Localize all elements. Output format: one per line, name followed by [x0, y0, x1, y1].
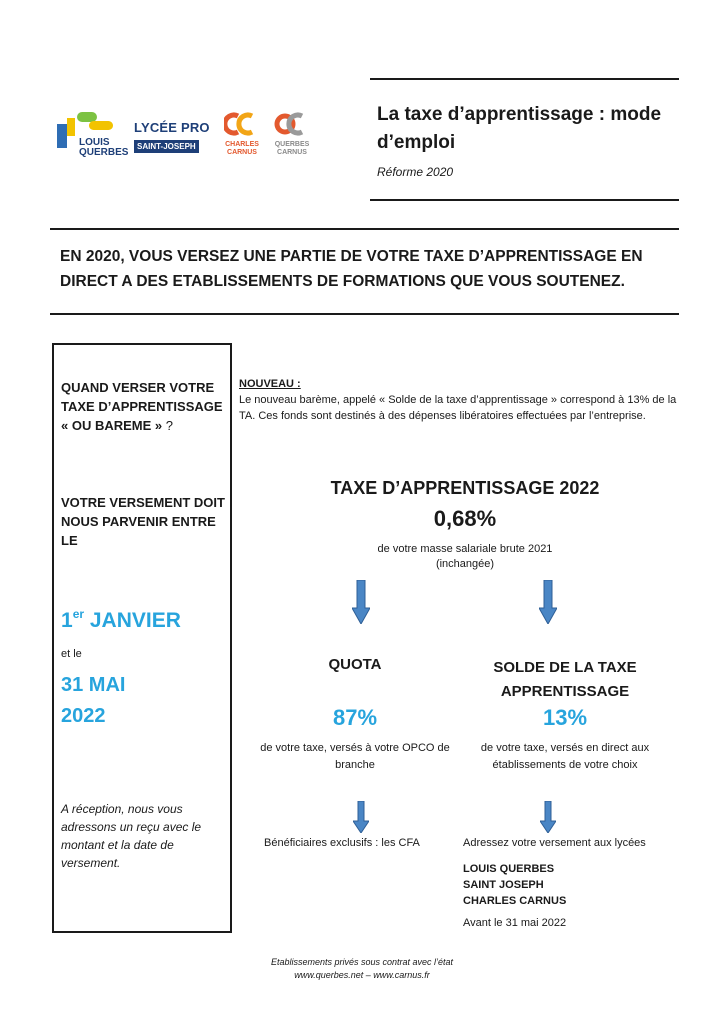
- taxe-rate: 0,68%: [433, 506, 497, 531]
- question-text: QUAND VERSER VOTRE TAXE D’APPRENTISSAGE « OU BAREME »: [61, 380, 223, 433]
- logo-lycee-pro-line2: SAINT-JOSEPH: [134, 140, 199, 153]
- headline: EN 2020, VOUS VERSEZ UNE PARTIE DE VOTRE TAXE D’APPRENTISSAGE EN DIRECT A DES ETABLISSEMENTS DE FORMATIONS QUE VOUS SOUTENEZ.: [60, 248, 643, 290]
- taxe-title: TAXE D’APPRENTISSAGE 2022: [330, 478, 600, 498]
- solde-label: SOLDE DE LA TAXE APPRENTISSAGE: [493, 659, 637, 700]
- down-arrow-icon: [353, 801, 369, 833]
- end-date: 31 MAI: [61, 674, 126, 696]
- logo-querbes-carnus-line2: CARNUS: [277, 149, 307, 156]
- solde-description: de votre taxe, versés en direct aux établissements de votre choix: [480, 742, 650, 771]
- lycee-item: LOUIS QUERBES: [463, 863, 555, 875]
- solde-percentage: 13%: [542, 705, 588, 730]
- down-arrow-icon: [352, 580, 370, 624]
- quota-description: de votre taxe, versés à votre OPCO de branche: [260, 742, 450, 771]
- headline-top-rule: [50, 228, 679, 230]
- down-arrow-icon: [540, 801, 556, 833]
- start-date-sup: er: [72, 607, 85, 621]
- logo-lycee-pro-line1: LYCÉE PRO: [134, 120, 210, 135]
- versement-text: VOTRE VERSEMENT DOIT NOUS PARVENIR ENTRE LE: [61, 495, 225, 548]
- taxe-desc-line1: de votre masse salariale brute 2021: [377, 543, 553, 555]
- logo-querbes-carnus: [270, 112, 314, 162]
- start-date: [61, 607, 181, 633]
- start-date-day: 1: [61, 609, 73, 632]
- logo-querbes-carnus-line1: QUERBES: [274, 141, 310, 148]
- adressez-text: Adressez votre versement aux lycées: [463, 837, 646, 849]
- headline-bottom-rule: [50, 313, 679, 315]
- deadline-text: Avant le 31 mai 2022: [463, 917, 567, 929]
- receipt-note: A réception, nous vous adressons un reçu avec le montant et la date de versement.: [61, 802, 202, 870]
- charles-carnus-mark-icon: [224, 112, 258, 136]
- lycee-item: CHARLES CARNUS: [463, 895, 567, 907]
- down-arrow-icon: [539, 580, 557, 624]
- page-title: La taxe d’apprentissage : mode d’emploi: [377, 104, 662, 153]
- logo-louis-querbes-line2: QUERBES: [79, 147, 129, 158]
- question-heading: [61, 378, 231, 435]
- end-year: 2022: [61, 705, 106, 727]
- lycee-item: SAINT JOSEPH: [463, 879, 544, 891]
- quota-percentage: 87%: [332, 705, 378, 730]
- title-bottom-rule: [370, 199, 679, 201]
- page-subtitle: Réforme 2020: [377, 165, 454, 179]
- quota-label: QUOTA: [328, 656, 382, 673]
- question-mark: ?: [162, 418, 173, 433]
- et-le-text: et le: [61, 648, 82, 660]
- taxe-description: [300, 542, 630, 572]
- lycees-list: [463, 861, 566, 909]
- logo-lycee-pro: [134, 120, 210, 156]
- nouveau-label: NOUVEAU :: [239, 378, 301, 390]
- footer-websites: www.querbes.net – www.carnus.fr: [294, 970, 430, 980]
- taxe-desc-line2: (inchangée): [435, 558, 495, 570]
- logo-charles-carnus: [220, 112, 264, 162]
- querbes-carnus-mark-icon: [274, 112, 308, 136]
- logo-louis-querbes: [57, 112, 127, 162]
- logo-louis-querbes-line1: LOUIS: [79, 137, 110, 148]
- title-top-rule: [370, 78, 679, 80]
- beneficiaires-text: Bénéficiaires exclusifs : les CFA: [264, 837, 420, 849]
- logo-charles-carnus-line2: CARNUS: [227, 149, 257, 156]
- start-date-month: JANVIER: [84, 609, 181, 632]
- footer-line1: Etablissements privés sous contrat avec l’état: [270, 957, 454, 967]
- footer: [200, 956, 524, 982]
- nouveau-text: Le nouveau barème, appelé « Solde de la taxe d’apprentissage » correspond à 13% de la TA. Ces fonds sont destinés à des dépenses libératoires effectuées par l’entreprise.: [239, 394, 677, 422]
- logo-charles-carnus-line1: CHARLES: [225, 141, 259, 148]
